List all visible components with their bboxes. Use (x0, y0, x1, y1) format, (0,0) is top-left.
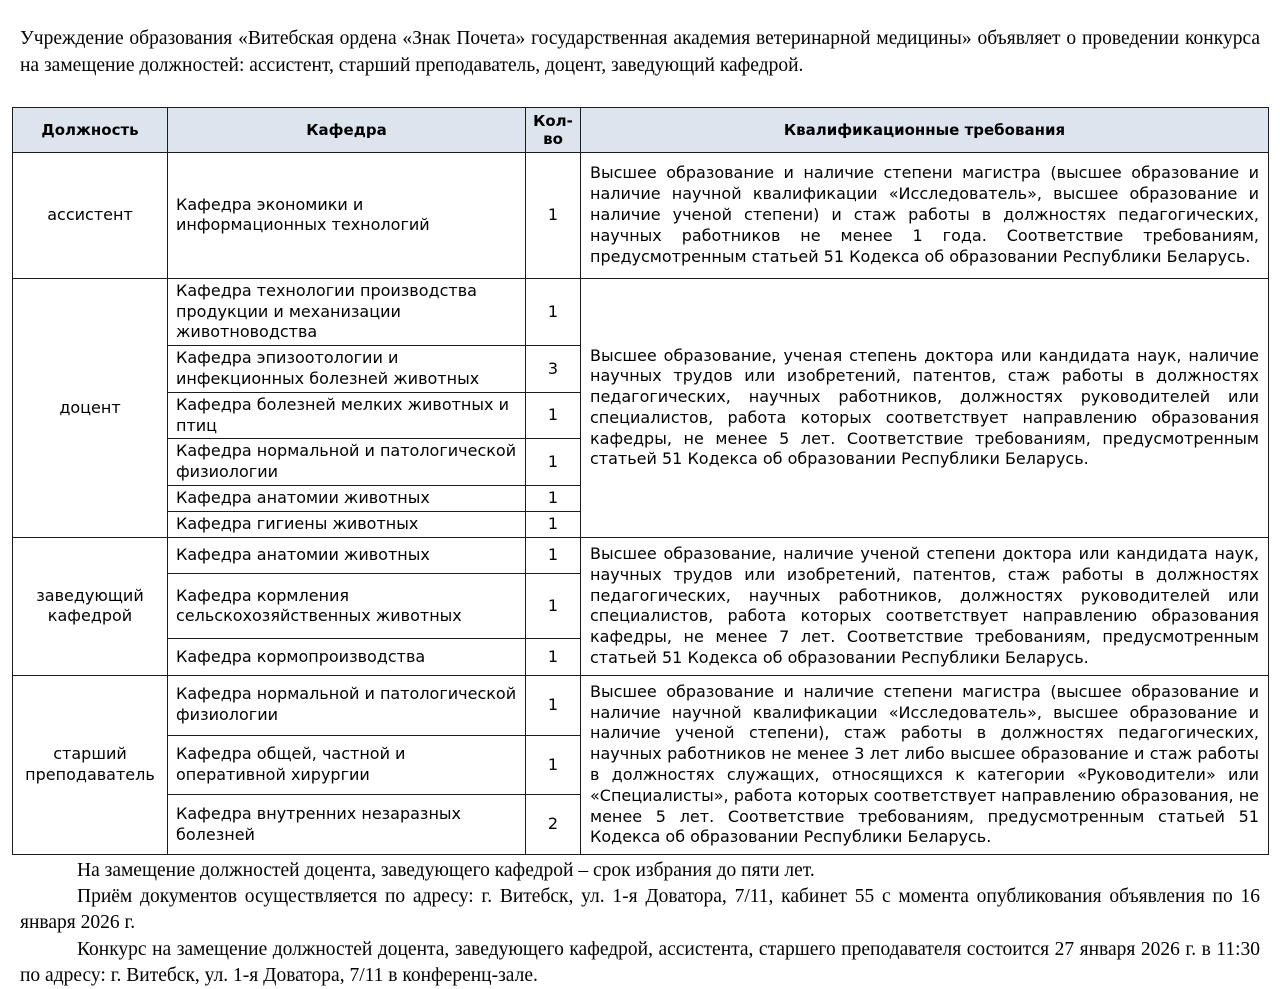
count-cell: 1 (526, 735, 581, 795)
footer-paragraph-term: На замещение должностей доцента, заведующего кафедрой – срок избрания до пяти лет. (77, 860, 815, 882)
position-cell: доцент (13, 278, 168, 537)
count-cell: 1 (526, 152, 581, 278)
department-cell: Кафедра гигиены животных (168, 511, 526, 537)
table-row (13, 152, 1269, 278)
position-cell: старший преподаватель (13, 675, 168, 854)
department-cell: Кафедра кормопроизводства (168, 639, 526, 675)
department-cell: Кафедра нормальной и патологической физиологии (168, 439, 526, 486)
position-cell: ассистент (13, 152, 168, 278)
count-cell: 1 (526, 278, 581, 345)
table-row (13, 278, 1269, 345)
department-cell: Кафедра внутренних незаразных болезней (168, 795, 526, 855)
department-cell: Кафедра анатомии животных (168, 485, 526, 511)
requirements-cell: Высшее образование и наличие степени магистра (высшее образование и наличие научной квалификации «Исследователь», высшее образование и наличие ученой степени), стаж работы в должностях педагогических, научных работников не менее 3 лет либо высшее образование и стаж работы в должностях служащих, относящихся к категории «Руководители» или «Специалисты», работа которых соответствует направлению образования, не менее 5 лет. Соответствие требованиям, предусмотренным статьей 51 Кодекса об образовании Республики Беларусь. (581, 675, 1269, 854)
count-cell: 1 (526, 537, 581, 573)
count-cell: 1 (526, 392, 581, 439)
department-cell: Кафедра кормления сельскохозяйственных животных (168, 574, 526, 639)
count-cell: 1 (526, 639, 581, 675)
header-position: Должность (13, 107, 168, 152)
intro-paragraph: Учреждение образования «Витебская ордена «Знак Почета» государственная академия ветеринарной медицины» объявляет о проведении конкурса на замещение должностей: ассистент, старший преподаватель, доцент, заведующий кафедрой. (20, 28, 1260, 76)
requirements-cell: Высшее образование и наличие степени магистра (высшее образование и наличие научной квалификации «Исследователь», высшее образование и наличие ученой степени) и стаж работы в должностях педагогических, научных работников не менее 1 года. Соответствие требованиям, предусмотренным статьей 51 Кодекса об образовании Республики Беларусь. (581, 152, 1269, 278)
header-count: Кол-во (526, 107, 581, 152)
count-cell: 1 (526, 574, 581, 639)
count-cell: 1 (526, 485, 581, 511)
requirements-cell: Высшее образование, ученая степень доктора или кандидата наук, наличие научных трудов или изобретений, патентов, стаж работы в должностях педагогических, научных работников, должностях руководителей или специалистов, работа которых соответствует направлению образования кафедры, не менее 5 лет. Соответствие требованиям, предусмотренным статьей 51 Кодекса об образовании Республики Беларусь. (581, 278, 1269, 537)
department-cell: Кафедра анатомии животных (168, 537, 526, 573)
header-requirements: Квалификационные требования (581, 107, 1269, 152)
table-row (13, 675, 1269, 735)
table-header-row (13, 107, 1269, 152)
department-cell: Кафедра болезней мелких животных и птиц (168, 392, 526, 439)
count-cell: 3 (526, 346, 581, 393)
header-department: Кафедра (168, 107, 526, 152)
department-cell: Кафедра общей, частной и оперативной хирургии (168, 735, 526, 795)
count-cell: 2 (526, 795, 581, 855)
count-cell: 1 (526, 439, 581, 486)
department-cell: Кафедра технологии производства продукции и механизации животноводства (168, 278, 526, 345)
department-cell: Кафедра эпизоотологии и инфекционных болезней животных (168, 346, 526, 393)
footer-paragraph-competition-date: Конкурс на замещение должностей доцента, заведующего кафедрой, ассистента, старшего преподавателя состоится 27 января 2026 г. в 11:30 по адресу: г. Витебск, ул. 1-я Доватора, 7/11 в конференц-зале. (20, 938, 1260, 986)
count-cell: 1 (526, 511, 581, 537)
table-row (13, 537, 1269, 573)
footer-notes (20, 858, 1260, 989)
vacancy-table-body (13, 152, 1269, 854)
department-cell: Кафедра нормальной и патологической физиологии (168, 675, 526, 735)
count-cell: 1 (526, 675, 581, 735)
position-cell: заведующий кафедрой (13, 537, 168, 675)
department-cell: Кафедра экономики и информационных технологий (168, 152, 526, 278)
footer-paragraph-documents: Приём документов осуществляется по адресу: г. Витебск, ул. 1-я Доватора, 7/11, кабинет 55 с момента опубликования объявления по 16 января 2026 г. (20, 886, 1260, 934)
vacancy-table (12, 107, 1269, 855)
requirements-cell: Высшее образование, наличие ученой степени доктора или кандидата наук, научных трудов или изобретений, патентов, стаж работы в должностях педагогических, научных работников, должностях руководителей или специалистов, работа которых соответствует направлению образования кафедры, не менее 7 лет. Соответствие требованиям, предусмотренным статьей 51 Кодекса об образовании Республики Беларусь. (581, 537, 1269, 675)
